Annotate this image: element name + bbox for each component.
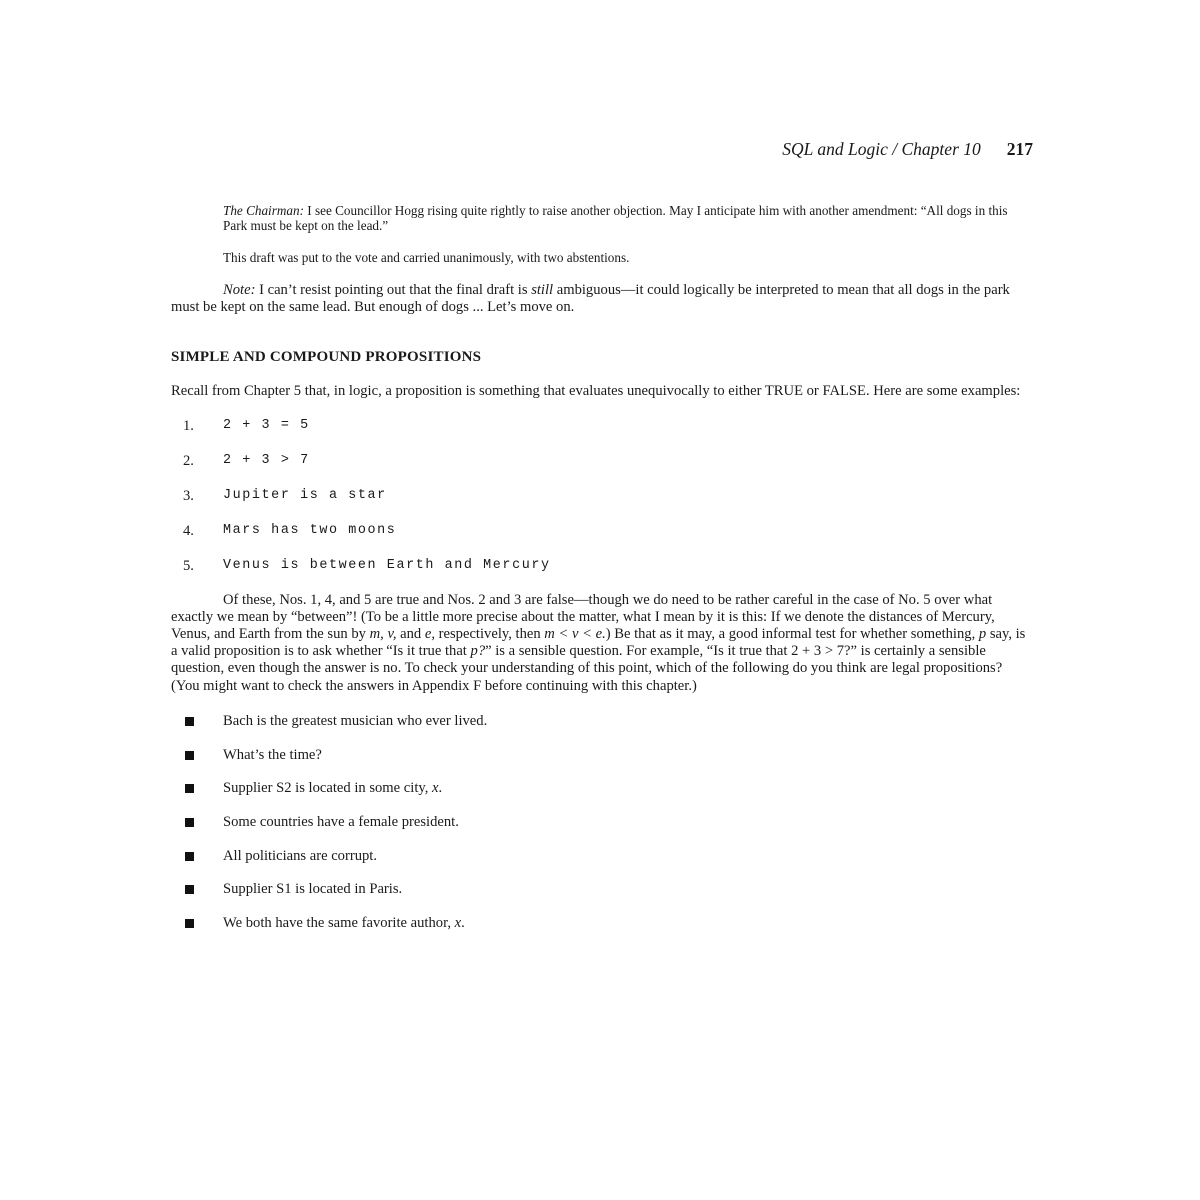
math-variable: x — [454, 914, 462, 931]
discussion-text: respectively, then — [435, 626, 545, 643]
list-item — [171, 779, 1033, 813]
list-item-end: . — [461, 914, 465, 931]
list-item — [171, 914, 1033, 948]
list-item-text — [223, 746, 322, 764]
example-text: Jupiter is a star — [223, 487, 387, 503]
list-item-text — [223, 813, 459, 831]
propositions-list — [171, 712, 1033, 948]
list-item-label: Some countries have a female president. — [223, 813, 459, 830]
square-bullet-icon — [185, 852, 194, 861]
list-item-label: All politicians are corrupt. — [223, 847, 377, 864]
square-bullet-icon — [185, 784, 194, 793]
math-inequality: m < v < e. — [544, 626, 606, 643]
list-item-label: What’s the time? — [223, 746, 322, 763]
list-item-end: . — [438, 780, 443, 797]
list-item — [171, 746, 1033, 780]
page-number: 217 — [1006, 139, 1033, 159]
square-bullet-icon — [185, 717, 194, 726]
running-head — [171, 138, 1033, 160]
list-item-text — [223, 914, 465, 932]
example-number: 2. — [183, 452, 194, 469]
square-bullet-icon — [185, 919, 194, 928]
example-item — [171, 452, 1033, 487]
math-variable: p? — [470, 643, 486, 660]
section-heading: SIMPLE AND COMPOUND PROPOSITIONS — [171, 349, 482, 366]
quote-line-1: I see Councillor Hogg rising quite rightly to raise another objection. May I anticipate him with another amendment: “All dogs in this Park must be kept on the lead.” — [223, 203, 1008, 233]
example-text: 2 + 3 > 7 — [223, 452, 310, 468]
list-item — [171, 847, 1033, 881]
square-bullet-icon — [185, 818, 194, 827]
math-variable: e, — [424, 626, 436, 643]
book-page — [171, 138, 1033, 948]
discussion-text: ) Be that as it may, a good informal test for whether something, — [605, 626, 979, 643]
note-text-2: ambiguous—it could logically be interpreted to mean that all dogs in the park must be kept on the same lead. But enough of dogs ... Let’s move on. — [171, 282, 1010, 316]
example-item — [171, 557, 1033, 592]
example-number: 3. — [183, 487, 194, 504]
example-number: 4. — [183, 522, 194, 539]
note-text-1: I can’t resist pointing out that the final draft is — [255, 282, 532, 298]
math-variable: p — [978, 626, 987, 643]
list-item-label: Bach is the greatest musician who ever lived. — [223, 712, 488, 729]
intro-paragraph: Recall from Chapter 5 that, in logic, a proposition is something that evaluates unequivocally to either TRUE or FALSE. Here are some examples: — [171, 383, 1021, 400]
list-item — [171, 813, 1033, 847]
list-item-label: We both have the same favorite author, — [223, 914, 455, 931]
example-item — [171, 522, 1033, 557]
square-bullet-icon — [185, 885, 194, 894]
example-item — [171, 487, 1033, 522]
chapter-title: SQL and Logic / Chapter 10 — [782, 139, 981, 159]
list-item-label: Supplier S1 is located in Paris. — [223, 881, 403, 898]
list-item — [171, 712, 1033, 746]
list-item-label: Supplier S2 is located in some city, — [223, 780, 433, 797]
list-item-text — [223, 779, 442, 797]
math-variable: x — [432, 780, 439, 797]
examples-list — [171, 417, 1033, 592]
chairman-quote — [223, 203, 1033, 233]
vote-result: This draft was put to the vote and carried unanimously, with two abstentions. — [223, 250, 630, 265]
note-label: Note: — [223, 282, 256, 298]
list-item-text — [223, 712, 487, 730]
quote-speaker: The Chairman: — [223, 203, 304, 218]
square-bullet-icon — [185, 751, 194, 760]
discussion-text: ” is a sensible question. For example, “Is it true that 2 + 3 > 7?” is certainly a sensible question, even though the answer is no. To check your understanding of this point, which of the following do you think are legal propositions? (You might want to check the answers in Appendix F before continuing with this chapter.) — [171, 643, 1003, 694]
list-item-text — [223, 880, 402, 898]
discussion-text: say, is a valid proposition is to ask whether “Is it true that — [171, 626, 1026, 660]
example-item — [171, 417, 1033, 452]
discussion-paragraph — [171, 592, 1033, 695]
discussion-text: and — [396, 626, 425, 643]
math-variables: m, v, — [369, 626, 397, 643]
note-emphasis: still — [531, 282, 554, 298]
example-text: 2 + 3 = 5 — [223, 417, 310, 433]
note-paragraph — [171, 282, 1033, 316]
example-number: 1. — [183, 417, 194, 434]
list-item-text — [223, 847, 377, 865]
example-number: 5. — [183, 557, 194, 574]
example-text: Mars has two moons — [223, 522, 397, 538]
list-item — [171, 880, 1033, 914]
example-text: Venus is between Earth and Mercury — [223, 557, 551, 573]
discussion-text: Of these, Nos. 1, 4, and 5 are true and Nos. 2 and 3 are false—though we do need to be rather careful in the case of No. 5 over what exactly we mean by “between”! (To be a little more precise about the matter, what I mean by it is this: If we denote the distances of Mercury, Venus, and Earth from the sun by — [171, 591, 995, 643]
